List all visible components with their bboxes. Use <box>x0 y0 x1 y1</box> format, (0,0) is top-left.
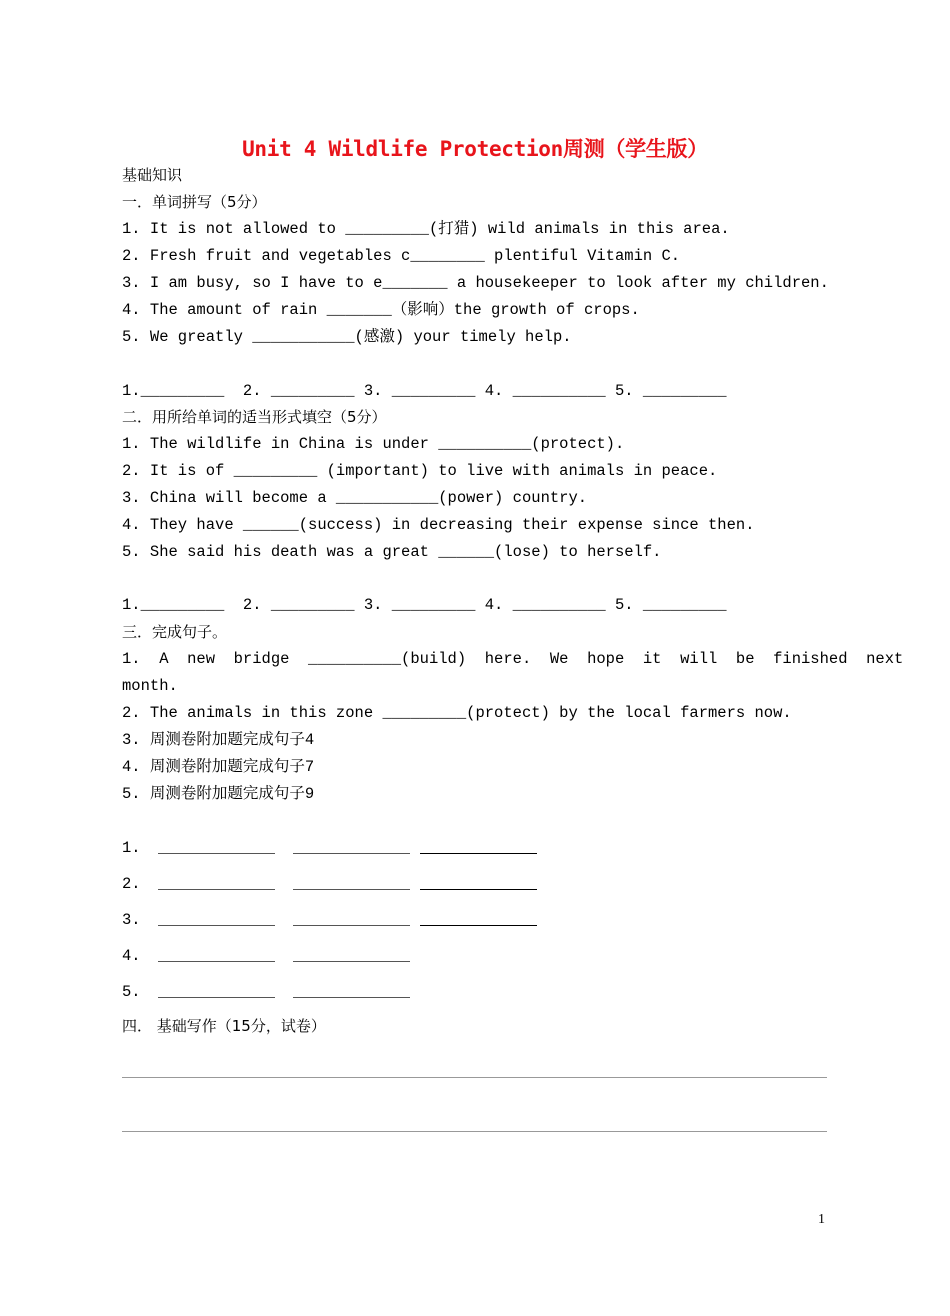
section1-heading: 一．单词拼写（5分） <box>122 193 267 211</box>
section1-item-3: 3. I am busy, so I have to e_______ a housekeeper to look after my children. <box>122 274 829 292</box>
section2-answer-row: 1._________ 2. _________ 3. _________ 4. __________ 5. _________ <box>122 596 727 614</box>
answer-label-4: 4. <box>122 947 141 965</box>
section1-item-4: 4. The amount of rain _______（影响）the growth of crops. <box>122 301 640 319</box>
answer-blank <box>158 961 275 962</box>
page-number: 1 <box>818 1212 825 1227</box>
section3-item-4: 4. 周测卷附加题完成句子7 <box>122 758 315 776</box>
section1-answer-row: 1._________ 2. _________ 3. _________ 4. __________ 5. _________ <box>122 382 727 400</box>
answer-blank <box>420 853 537 854</box>
section3-heading: 三．完成句子。 <box>122 623 228 641</box>
section-basic-knowledge: 基础知识 <box>122 166 183 184</box>
section3-item-1a: 1. A new bridge __________(build) here. We hope it will be finished next <box>122 650 904 668</box>
answer-blank <box>158 925 275 926</box>
section2-item-5: 5. She said his death was a great ______(lose) to herself. <box>122 543 662 561</box>
answer-label-3: 3. <box>122 911 141 929</box>
answer-blank <box>293 889 410 890</box>
section1-item-2: 2. Fresh fruit and vegetables c________ plentiful Vitamin C. <box>122 247 681 265</box>
answer-blank <box>293 925 410 926</box>
answer-blank <box>293 961 410 962</box>
section3-item-5: 5. 周测卷附加题完成句子9 <box>122 785 315 803</box>
answer-blank <box>158 997 275 998</box>
answer-blank <box>293 853 410 854</box>
section1-item-5: 5. We greatly ___________(感激) your timely help. <box>122 328 572 346</box>
section2-item-2: 2. It is of _________ (important) to live with animals in peace. <box>122 462 718 480</box>
section4-heading: 四． 基础写作（15分，试卷） <box>122 1017 326 1035</box>
answer-blank <box>158 853 275 854</box>
section1-item-1: 1. It is not allowed to _________(打猎) wild animals in this area. <box>122 220 730 238</box>
writing-line <box>122 1131 827 1132</box>
answer-blank <box>420 889 537 890</box>
section2-item-3: 3. China will become a ___________(power) country. <box>122 489 588 507</box>
section3-item-3: 3. 周测卷附加题完成句子4 <box>122 731 315 749</box>
section2-item-1: 1. The wildlife in China is under __________(protect). <box>122 435 625 453</box>
answer-blank <box>158 889 275 890</box>
page-title: Unit 4 Wildlife Protection周测（学生版） <box>242 137 708 161</box>
answer-blank <box>420 925 537 926</box>
answer-label-5: 5. <box>122 983 141 1001</box>
answer-label-1: 1. <box>122 839 141 857</box>
writing-line <box>122 1077 827 1078</box>
answer-label-2: 2. <box>122 875 141 893</box>
section2-item-4: 4. They have ______(success) in decreasing their expense since then. <box>122 516 755 534</box>
section3-item-2: 2. The animals in this zone _________(protect) by the local farmers now. <box>122 704 792 722</box>
section3-item-1b: month. <box>122 677 178 695</box>
answer-blank <box>293 997 410 998</box>
section2-heading: 二．用所给单词的适当形式填空（5分） <box>122 408 387 426</box>
